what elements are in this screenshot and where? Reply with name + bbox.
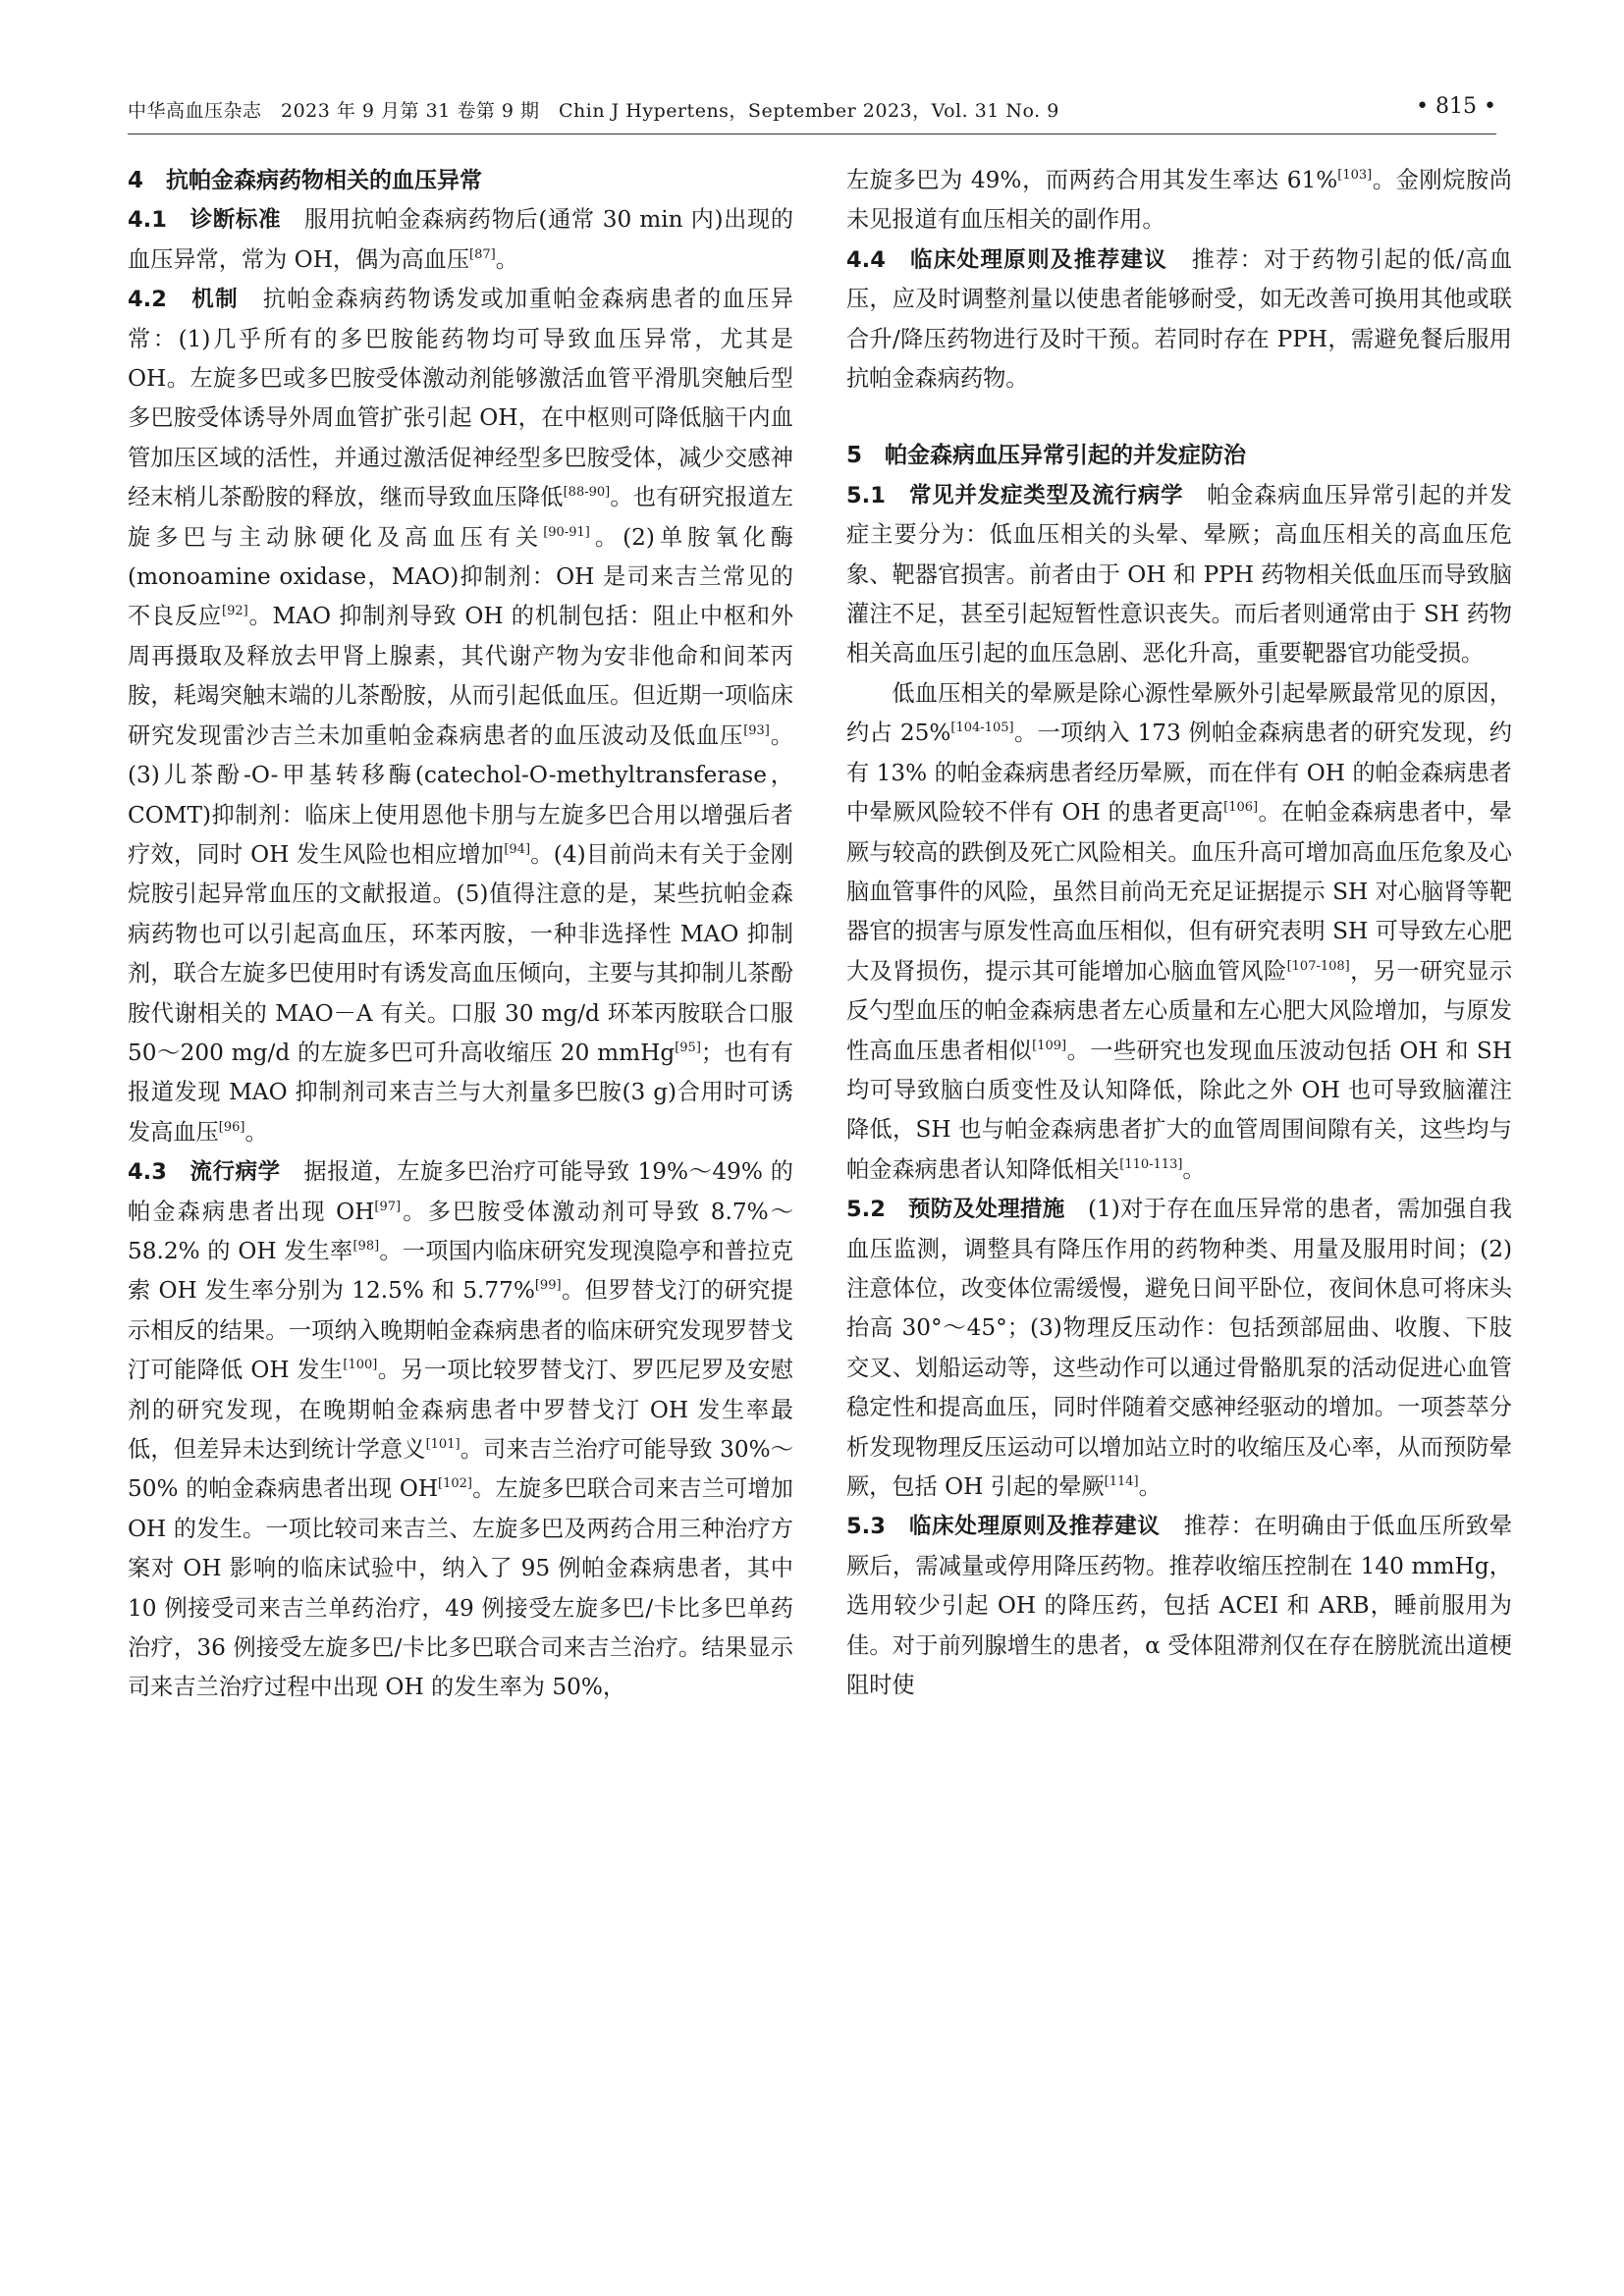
citation-reference: [94] — [504, 841, 531, 857]
left-column — [128, 161, 793, 1708]
subsection-heading: 4.4 临床处理原则及推荐建议 — [846, 246, 1168, 273]
subsection-heading: 5.2 预防及处理措施 — [846, 1197, 1065, 1223]
body-paragraph — [846, 674, 1512, 1190]
paragraph-text: 。 — [495, 245, 518, 273]
paragraph-text: 抗帕金森病药物诱发或加重帕金森病患者的血压异常：(1)几乎所有的多巴胺能药物均可导致血压异常，尤其是 OH。左旋多巴或多巴胺受体激动剂能够激活血管平滑肌突触后型多巴胺受体诱导外周血管扩张引起 OH，在中枢则可降低脑干内血管加压区域的活性，并通过激活促神经型多巴胺受体，减少交感神经末梢儿茶酚胺的释放，继而导致血压降低 — [128, 286, 794, 511]
paragraph-text: 。在帕金森病患者中，晕厥与较高的跌倒及死亡风险相关。血压升高可增加高血压危象及心脑血管事件的风险，虽然目前尚无充足证据提示 SH 对心脑肾等靶器官的损害与原发性高血压相似，但有研究表明 SH 可导致左心肥大及肾损伤，提示其可能增加心脑血管风险 — [846, 799, 1512, 985]
paragraph-text: 。一些研究也发现血压波动包括 OH 和 SH 均可导致脑白质变性及认知降低，除此之外 OH 也可导致脑灌注降低，SH 也与帕金森病患者扩大的血管周围间隙有关，这些均与帕金森病患者认知降低相关 — [846, 1037, 1513, 1183]
paragraph-text: 。多巴胺受体激动剂可导致 8.7%～58.2% 的 OH 发生率 — [128, 1198, 794, 1264]
journal-citation: 中华高血压杂志 2023 年 9 月第 31 卷第 9 期 Chin J Hypertens，September 2023，Vol. 31 No. 9 — [128, 100, 1059, 122]
citation-reference: [93] — [743, 722, 770, 738]
paragraph-text: 。 — [244, 1118, 268, 1146]
body-paragraph — [846, 1507, 1512, 1705]
subsection-heading: 4.3 流行病学 — [128, 1159, 281, 1186]
citation-reference: [90-91] — [543, 524, 590, 540]
paragraph-text: 低血压相关的晕厥是除心源性晕厥外引起晕厥最常见的原因，约占 25% — [846, 679, 1512, 747]
body-paragraph — [846, 161, 1512, 240]
citation-reference: [102] — [438, 1476, 473, 1492]
citation-reference: [97] — [374, 1199, 402, 1214]
subsection-heading: 5.1 常见并发症类型及流行病学 — [846, 482, 1184, 508]
paragraph-text: 服用抗帕金森病药物后(通常 30 min 内)出现的血压异常，常为 OH，偶为高血压 — [128, 206, 794, 273]
paragraph-text: 。(2)单胺氧化酶(monoamine oxidase，MAO)抑制剂：OH 是司来吉兰常见的不良反应 — [128, 523, 793, 630]
section-heading: 5 帕金森病血压异常引起的并发症防治 — [846, 443, 1247, 469]
citation-reference: [92] — [222, 604, 248, 619]
citation-reference: [104-105] — [950, 721, 1014, 736]
paragraph-text: ；也有有报道发现 MAO 抑制剂司来吉兰与大剂量多巴胺(3 g)合用时可诱发高血压 — [128, 1039, 793, 1146]
paragraph-text: 。 — [1138, 1473, 1162, 1500]
paragraph-text: 。 — [1182, 1155, 1206, 1183]
paragraph-text: 。MAO 抑制剂导致 OH 的机制包括：阻止中枢和外周再摄取及释放去甲肾上腺素，其代谢产物为安非他命和间苯丙胺，耗竭突触末端的儿茶酚胺，从而引起低血压。但近期一项临床研究发现雷沙吉兰未加重帕金森病患者的血压波动及低血压 — [128, 603, 794, 749]
right-column — [846, 161, 1512, 1705]
paragraph-text: 推荐：对于药物引起的低/高血压，应及时调整剂量以使患者能够耐受，如无改善可换用其他或联合升/降压药物进行及时干预。若同时存在 PPH，需避免餐后服用抗帕金森病药物。 — [846, 245, 1513, 393]
paragraph-text: 。但罗替戈汀的研究提示相反的结果。一项纳入晚期帕金森病患者的临床研究发现罗替戈汀可能降低 OH 发生 — [128, 1277, 793, 1384]
paragraph-text: 。一项纳入 173 例帕金森病患者的研究发现，约有 13% 的帕金森病患者经历晕厥，而在伴有 OH 的帕金森病患者中晕厥风险较不伴有 OH 的患者更高 — [846, 720, 1512, 827]
paragraph-text: 。另一项比较罗替戈汀、罗匹尼罗及安慰剂的研究发现，在晚期帕金森病患者中罗替戈汀 OH 发生率最低，但差异未达到统计学意义 — [128, 1357, 793, 1463]
paragraph-text: 。金刚烷胺尚未见报道有血压相关的副作用。 — [846, 167, 1512, 234]
paragraph-text: 。(3)儿茶酚-O-甲基转移酶(catechol-O-methyltransferase，COMT)抑制剂：临床上使用恩他卡朋与左旋多巴合用以增强后者疗效，同时 OH 发生风险也相应增加 — [128, 721, 793, 868]
page-number: • 815 • — [1416, 94, 1496, 119]
paragraph-text: (1)对于存在血压异常的患者，需加强自我血压监测，调整具有降压作用的药物种类、用量及服用时间；(2)注意体位，改变体位需缓慢，避免日间平卧位，夜间休息可将床头抬高 30°～45°；(3)物理反压动作：包括颈部屈曲、收腹、下肢交叉、划船运动等，这些动作可以通过骨骼肌泵的活动促进心血管稳定性和提高血压，同时伴随着交感神经驱动的增加。一项荟萃分析发现物理反压运动可以增加站立时的收缩压及心率，从而预防晕厥，包括 OH 引起的晕厥 — [846, 1196, 1512, 1500]
citation-reference: [101] — [425, 1437, 460, 1452]
paragraph-text: ，另一研究显示反勺型血压的帕金森病患者左心质量和左心肥大风险增加，与原发性高血压患者相似 — [846, 957, 1513, 1064]
paragraph-text: 。(4)目前尚未有关于金刚烷胺引起异常血压的文献报道。(5)值得注意的是，某些抗帕金森病药物也可以引起高血压，环苯丙胺，一种非选择性 MAO 抑制剂，联合左旋多巴使用时有诱发高血压倾向，主要与其抑制儿茶酚胺代谢相关的 MAO－A 有关。口服 30 mg/d 环苯丙胺联合口服 50～200 mg/d 的左旋多巴可升高收缩压 20 mmHg — [128, 840, 793, 1066]
paragraph-text: 。一项国内临床研究发现溴隐亭和普拉克索 OH 发生率分别为 12.5% 和 5.77% — [128, 1237, 793, 1305]
body-paragraph — [128, 200, 793, 280]
paragraph-text: 。左旋多巴联合司来吉兰可增加 OH 的发生。一项比较司来吉兰、左旋多巴及两药合用三种治疗方案对 OH 影响的临床试验中，纳入了 95 例帕金森病患者，其中 10 例接受司来吉兰单药治疗，49 例接受左旋多巴/卡比多巴单药治疗，36 例接受左旋多巴/卡比多巴联合司来吉兰治疗。结果显示司来吉兰治疗过程中出现 OH 的发生率为 50%， — [128, 1475, 793, 1701]
citation-reference: [88-90] — [563, 485, 611, 501]
citation-reference: [106] — [1223, 800, 1259, 816]
body-paragraph — [846, 476, 1512, 674]
body-paragraph — [128, 1152, 793, 1708]
citation-reference: [107-108] — [1286, 958, 1350, 974]
subsection-heading: 4.2 机制 — [128, 287, 240, 313]
citation-reference: [98] — [352, 1238, 380, 1254]
citation-reference: [95] — [675, 1040, 701, 1055]
body-paragraph — [846, 1190, 1512, 1507]
paragraph-text: 左旋多巴为 49%，而两药合用其发生率达 61% — [846, 167, 1338, 193]
body-paragraph — [128, 280, 793, 1152]
citation-reference: [96] — [218, 1119, 245, 1135]
citation-reference: [87] — [469, 246, 496, 262]
body-paragraph — [846, 240, 1512, 400]
subsection-heading: 4.1 诊断标准 — [128, 207, 282, 234]
citation-reference: [114] — [1104, 1474, 1139, 1489]
section-heading: 4 抗帕金森病药物相关的血压异常 — [128, 168, 483, 193]
paragraph-text: 据报道，左旋多巴治疗可能导致 19%～49% 的帕金森病患者出现 OH — [128, 1158, 793, 1225]
running-header — [128, 94, 1496, 134]
paragraph-text: 。司来吉兰治疗可能导致 30%～50% 的帕金森病患者出现 OH — [128, 1436, 793, 1503]
citation-reference: [103] — [1337, 168, 1373, 183]
paragraph-text: 。也有研究报道左旋多巴与主动脉硬化及高血压有关 — [128, 484, 794, 551]
subsection-heading: 5.3 临床处理原则及推荐建议 — [846, 1514, 1161, 1540]
citation-reference: [99] — [534, 1278, 562, 1294]
citation-reference: [109] — [1032, 1038, 1067, 1053]
citation-reference: [110-113] — [1119, 1156, 1183, 1172]
citation-reference: [100] — [343, 1358, 378, 1373]
paragraph-text: 推荐：在明确由于低血压所致晕厥后，需减量或停用降压药物。推荐收缩压控制在 140 mmHg，选用较少引起 OH 的降压药，包括 ACEI 和 ARB，睡前服用为佳。对于前列腺增生的患者，α 受体阻滞剂仅在存在膀胱流出道梗阻时使 — [846, 1513, 1513, 1699]
paragraph-text: 帕金森病血压异常引起的并发症主要分为：低血压相关的头晕、晕厥；高血压相关的高血压危象、靶器官损害。前者由于 OH 和 PPH 药物相关低血压而导致脑灌注不足，甚至引起短暂性意识丧失。而后者则通常由于 SH 药物相关高血压引起的血压急剧、恶化升高，重要靶器官功能受损。 — [846, 481, 1513, 667]
